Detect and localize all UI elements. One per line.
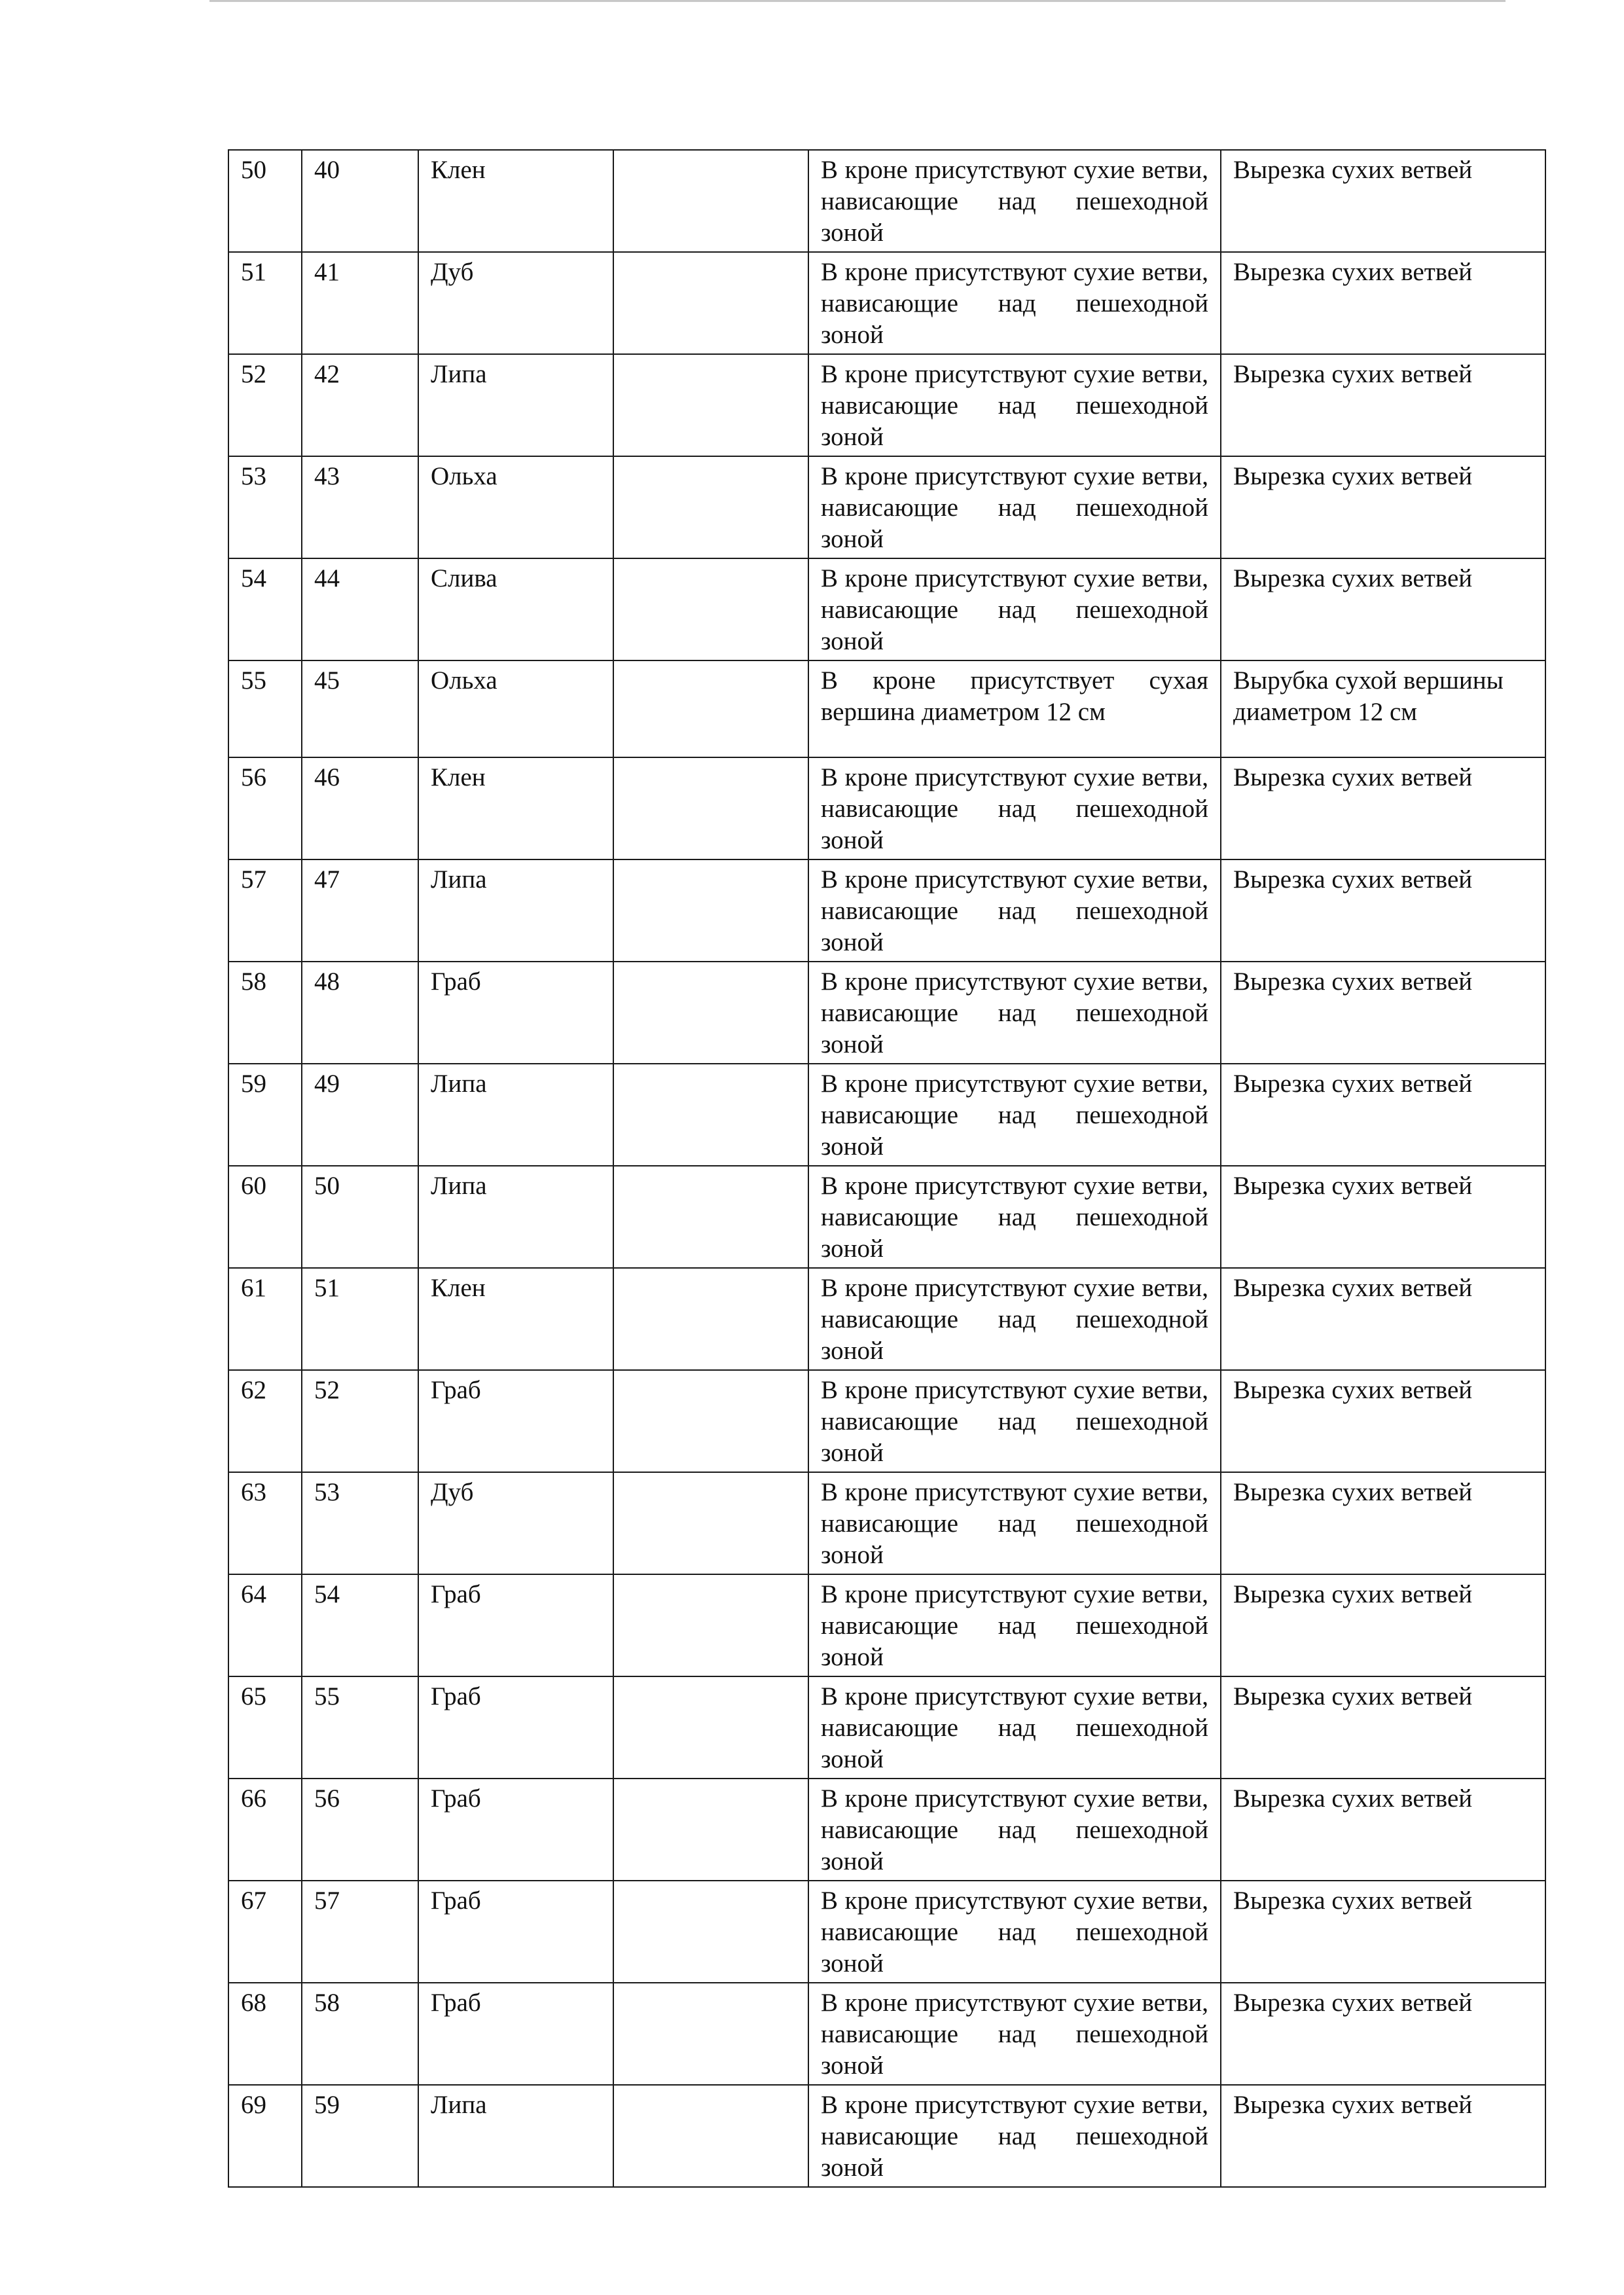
action-cell: Вырезка сухих ветвей: [1221, 1779, 1545, 1881]
species-cell: Липа: [418, 2085, 613, 2187]
empty-cell: [613, 1370, 808, 1472]
species-cell: Граб: [418, 1574, 613, 1676]
table-row: [228, 2085, 1545, 2187]
table-body: [228, 150, 1545, 2187]
tree-number-cell: 54: [302, 1574, 418, 1676]
table-row: [228, 757, 1545, 859]
action-cell: Вырезка сухих ветвей: [1221, 1166, 1545, 1268]
condition-cell: В кроне присутствуют сухие ветви, нависающие над пешеходной зоной: [808, 1779, 1221, 1881]
table-row: [228, 354, 1545, 456]
tree-number-cell: 41: [302, 252, 418, 354]
row-number-cell: 60: [228, 1166, 302, 1268]
table-row: [228, 1574, 1545, 1676]
species-cell: Ольха: [418, 456, 613, 558]
condition-cell: В кроне присутствуют сухие ветви, нависающие над пешеходной зоной: [808, 1881, 1221, 1983]
row-number-cell: 63: [228, 1472, 302, 1574]
action-cell: Вырезка сухих ветвей: [1221, 2085, 1545, 2187]
table-row: [228, 1268, 1545, 1370]
empty-cell: [613, 1166, 808, 1268]
tree-number-cell: 59: [302, 2085, 418, 2187]
row-number-cell: 53: [228, 456, 302, 558]
species-cell: Граб: [418, 1676, 613, 1779]
table-row: [228, 150, 1545, 252]
species-cell: Граб: [418, 1881, 613, 1983]
action-cell: Вырезка сухих ветвей: [1221, 1676, 1545, 1779]
row-number-cell: 54: [228, 558, 302, 660]
condition-cell: В кроне присутствуют сухие ветви, нависающие над пешеходной зоной: [808, 1574, 1221, 1676]
empty-cell: [613, 757, 808, 859]
empty-cell: [613, 1574, 808, 1676]
condition-cell: В кроне присутствуют сухие ветви, нависающие над пешеходной зоной: [808, 1064, 1221, 1166]
action-cell: Вырезка сухих ветвей: [1221, 558, 1545, 660]
species-cell: Липа: [418, 354, 613, 456]
empty-cell: [613, 558, 808, 660]
action-cell: Вырезка сухих ветвей: [1221, 859, 1545, 962]
table-row: [228, 1881, 1545, 1983]
species-cell: Клен: [418, 1268, 613, 1370]
condition-cell: В кроне присутствуют сухие ветви, нависающие над пешеходной зоной: [808, 1370, 1221, 1472]
row-number-cell: 61: [228, 1268, 302, 1370]
row-number-cell: 56: [228, 757, 302, 859]
empty-cell: [613, 150, 808, 252]
tree-number-cell: 42: [302, 354, 418, 456]
row-number-cell: 62: [228, 1370, 302, 1472]
row-number-cell: 51: [228, 252, 302, 354]
table-row: [228, 1472, 1545, 1574]
action-cell: Вырезка сухих ветвей: [1221, 962, 1545, 1064]
row-number-cell: 58: [228, 962, 302, 1064]
condition-cell: В кроне присутствует сухая вершина диаметром 12 см: [808, 660, 1221, 757]
condition-cell: В кроне присутствуют сухие ветви, нависающие над пешеходной зоной: [808, 150, 1221, 252]
tree-number-cell: 46: [302, 757, 418, 859]
row-number-cell: 55: [228, 660, 302, 757]
table-row: [228, 558, 1545, 660]
species-cell: Дуб: [418, 252, 613, 354]
table-row: [228, 252, 1545, 354]
species-cell: Липа: [418, 859, 613, 962]
condition-cell: В кроне присутствуют сухие ветви, нависающие над пешеходной зоной: [808, 1676, 1221, 1779]
condition-cell: В кроне присутствуют сухие ветви, нависающие над пешеходной зоной: [808, 558, 1221, 660]
empty-cell: [613, 660, 808, 757]
table-row: [228, 1779, 1545, 1881]
condition-cell: В кроне присутствуют сухие ветви, нависающие над пешеходной зоной: [808, 757, 1221, 859]
tree-number-cell: 49: [302, 1064, 418, 1166]
empty-cell: [613, 252, 808, 354]
condition-cell: В кроне присутствуют сухие ветви, нависающие над пешеходной зоной: [808, 1268, 1221, 1370]
condition-cell: В кроне присутствуют сухие ветви, нависающие над пешеходной зоной: [808, 1472, 1221, 1574]
empty-cell: [613, 1676, 808, 1779]
table-row: [228, 1370, 1545, 1472]
action-cell: Вырезка сухих ветвей: [1221, 1881, 1545, 1983]
empty-cell: [613, 1472, 808, 1574]
action-cell: Вырезка сухих ветвей: [1221, 150, 1545, 252]
species-cell: Граб: [418, 1370, 613, 1472]
tree-number-cell: 55: [302, 1676, 418, 1779]
row-number-cell: 67: [228, 1881, 302, 1983]
species-cell: Клен: [418, 757, 613, 859]
condition-cell: В кроне присутствуют сухие ветви, нависающие над пешеходной зоной: [808, 2085, 1221, 2187]
row-number-cell: 64: [228, 1574, 302, 1676]
action-cell: Вырезка сухих ветвей: [1221, 456, 1545, 558]
empty-cell: [613, 1881, 808, 1983]
action-cell: Вырезка сухих ветвей: [1221, 1370, 1545, 1472]
species-cell: Липа: [418, 1166, 613, 1268]
tree-number-cell: 58: [302, 1983, 418, 2085]
condition-cell: В кроне присутствуют сухие ветви, нависающие над пешеходной зоной: [808, 859, 1221, 962]
empty-cell: [613, 859, 808, 962]
tree-number-cell: 44: [302, 558, 418, 660]
tree-number-cell: 52: [302, 1370, 418, 1472]
tree-inventory-table: [228, 149, 1546, 2188]
action-cell: Вырезка сухих ветвей: [1221, 1064, 1545, 1166]
action-cell: Вырезка сухих ветвей: [1221, 252, 1545, 354]
row-number-cell: 57: [228, 859, 302, 962]
condition-cell: В кроне присутствуют сухие ветви, нависающие над пешеходной зоной: [808, 1166, 1221, 1268]
action-cell: Вырезка сухих ветвей: [1221, 1268, 1545, 1370]
table-row: [228, 962, 1545, 1064]
table-row: [228, 1166, 1545, 1268]
tree-number-cell: 47: [302, 859, 418, 962]
species-cell: Граб: [418, 962, 613, 1064]
action-cell: Вырезка сухих ветвей: [1221, 1472, 1545, 1574]
table-row: [228, 1983, 1545, 2085]
species-cell: Липа: [418, 1064, 613, 1166]
species-cell: Граб: [418, 1983, 613, 2085]
condition-cell: В кроне присутствуют сухие ветви, нависающие над пешеходной зоной: [808, 962, 1221, 1064]
species-cell: Ольха: [418, 660, 613, 757]
condition-cell: В кроне присутствуют сухие ветви, нависающие над пешеходной зоной: [808, 354, 1221, 456]
tree-number-cell: 40: [302, 150, 418, 252]
action-cell: Вырезка сухих ветвей: [1221, 1574, 1545, 1676]
empty-cell: [613, 1268, 808, 1370]
tree-number-cell: 56: [302, 1779, 418, 1881]
tree-number-cell: 50: [302, 1166, 418, 1268]
species-cell: Клен: [418, 150, 613, 252]
tree-number-cell: 57: [302, 1881, 418, 1983]
species-cell: Граб: [418, 1779, 613, 1881]
row-number-cell: 59: [228, 1064, 302, 1166]
table-row: [228, 1064, 1545, 1166]
row-number-cell: 50: [228, 150, 302, 252]
action-cell: Вырубка сухой вершины диаметром 12 см: [1221, 660, 1545, 757]
table-row: [228, 660, 1545, 757]
table-row: [228, 456, 1545, 558]
table-row: [228, 859, 1545, 962]
empty-cell: [613, 1983, 808, 2085]
row-number-cell: 52: [228, 354, 302, 456]
tree-number-cell: 51: [302, 1268, 418, 1370]
action-cell: Вырезка сухих ветвей: [1221, 1983, 1545, 2085]
tree-number-cell: 45: [302, 660, 418, 757]
condition-cell: В кроне присутствуют сухие ветви, нависающие над пешеходной зоной: [808, 456, 1221, 558]
table-row: [228, 1676, 1545, 1779]
condition-cell: В кроне присутствуют сухие ветви, нависающие над пешеходной зоной: [808, 1983, 1221, 2085]
tree-number-cell: 48: [302, 962, 418, 1064]
empty-cell: [613, 1064, 808, 1166]
action-cell: Вырезка сухих ветвей: [1221, 354, 1545, 456]
empty-cell: [613, 962, 808, 1064]
tree-number-cell: 53: [302, 1472, 418, 1574]
empty-cell: [613, 1779, 808, 1881]
scan-edge-mark: [209, 0, 1506, 2]
condition-cell: В кроне присутствуют сухие ветви, нависающие над пешеходной зоной: [808, 252, 1221, 354]
row-number-cell: 65: [228, 1676, 302, 1779]
row-number-cell: 69: [228, 2085, 302, 2187]
action-cell: Вырезка сухих ветвей: [1221, 757, 1545, 859]
species-cell: Дуб: [418, 1472, 613, 1574]
empty-cell: [613, 456, 808, 558]
row-number-cell: 68: [228, 1983, 302, 2085]
empty-cell: [613, 2085, 808, 2187]
species-cell: Слива: [418, 558, 613, 660]
row-number-cell: 66: [228, 1779, 302, 1881]
tree-number-cell: 43: [302, 456, 418, 558]
empty-cell: [613, 354, 808, 456]
